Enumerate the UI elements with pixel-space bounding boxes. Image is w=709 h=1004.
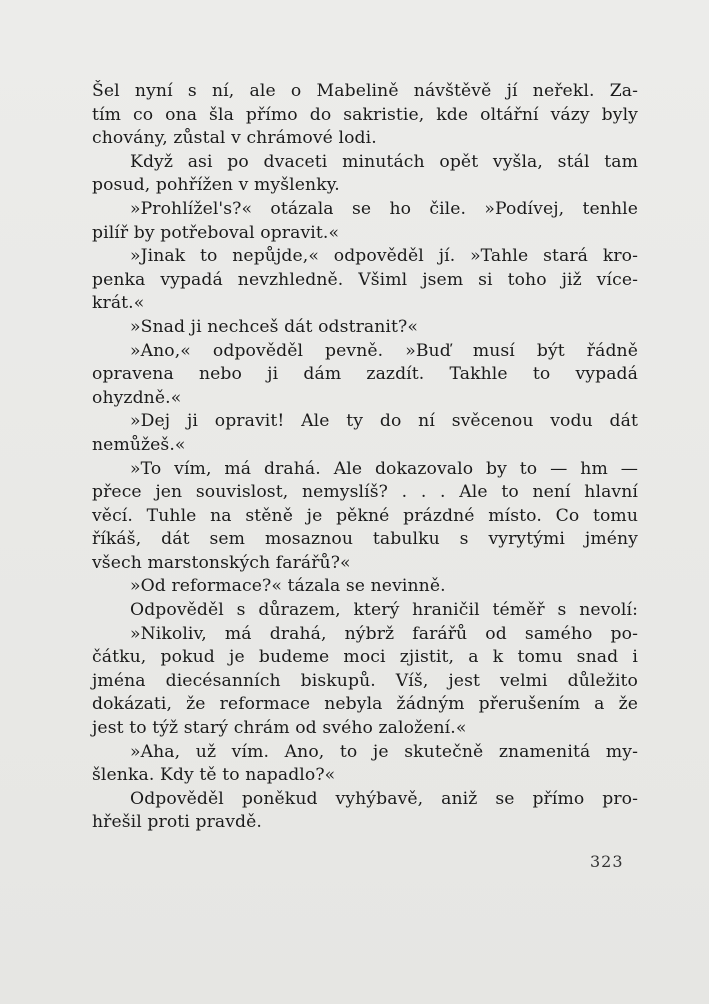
page-number: 323 xyxy=(590,852,624,871)
text-line: ohyzdně.« xyxy=(92,387,182,408)
text-line: čátku, pokud je budeme moci zjistit, a k tomu snad i xyxy=(92,647,638,668)
text-line: »Prohlížel's?« otázala se ho čile. »Podívej, tenhle xyxy=(130,198,638,219)
text-line: »Od reformace?« tázala se nevinně. xyxy=(130,576,446,597)
text-line: Když asi po dvaceti minutách opět vyšla, stál tam xyxy=(130,151,638,172)
text-line: říkáš, dát sem mosaznou tabulku s vyrytými jmény xyxy=(92,529,638,550)
text-line: opravena nebo ji dám zazdít. Takhle to vypadá xyxy=(92,364,638,385)
text-line: věcí. Tuhle na stěně je pěkné prázdné místo. Co tomu xyxy=(92,505,638,526)
text-line: posud, pohřížen v myšlenky. xyxy=(92,175,340,196)
text-line: »Snad ji nechceš dát odstranit?« xyxy=(130,316,418,337)
text-line: dokázati, že reformace nebyla žádným přerušením a že xyxy=(92,694,638,715)
text-line: pilíř by potřeboval opravit.« xyxy=(92,222,340,243)
text-line: hřešil proti pravdě. xyxy=(92,812,262,833)
text-line: »To vím, má drahá. Ale dokazovalo by to — hm — xyxy=(130,458,638,479)
text-line: »Ano,« odpověděl pevně. »Buď musí být řádně xyxy=(130,340,638,361)
text-line: »Jinak to nepůjde,« odpověděl jí. »Tahle stará kro- xyxy=(130,246,638,267)
text-line: tím co ona šla přímo do sakristie, kde oltářní vázy byly xyxy=(92,104,638,125)
page-text xyxy=(92,80,638,835)
text-line: nemůžeš.« xyxy=(92,434,186,455)
text-line: »Dej ji opravit! Ale ty do ní svěcenou vodu dát xyxy=(130,411,638,432)
text-line: Odpověděl poněkud vyhýbavě, aniž se přímo pro- xyxy=(130,788,638,809)
text-line: Odpověděl s důrazem, který hraničil téměř s nevolí: xyxy=(130,600,638,621)
text-line: jest to týž starý chrám od svého založení.« xyxy=(92,718,467,739)
text-line: šlenka. Kdy tě to napadlo?« xyxy=(92,765,336,786)
text-line: přece jen souvislost, nemyslíš? . . . Ale to není hlavní xyxy=(92,482,638,503)
text-line: »Nikoliv, má drahá, nýbrž farářů od samého po- xyxy=(130,623,638,644)
text-line: Šel nyní s ní, ale o Mabelině návštěvě jí neřekl. Za- xyxy=(92,81,638,101)
text-line: krát.« xyxy=(92,293,145,314)
text-line: jména diecésanních biskupů. Víš, jest velmi důležito xyxy=(92,670,638,691)
text-line: chovány, zůstal v chrámové lodi. xyxy=(92,128,377,149)
text-line: penka vypadá nevzhledně. Všiml jsem si toho již více- xyxy=(92,269,638,290)
text-line: »Aha, už vím. Ano, to je skutečně znamenitá my- xyxy=(130,741,638,762)
text-line: všech marstonských farářů?« xyxy=(92,552,351,573)
